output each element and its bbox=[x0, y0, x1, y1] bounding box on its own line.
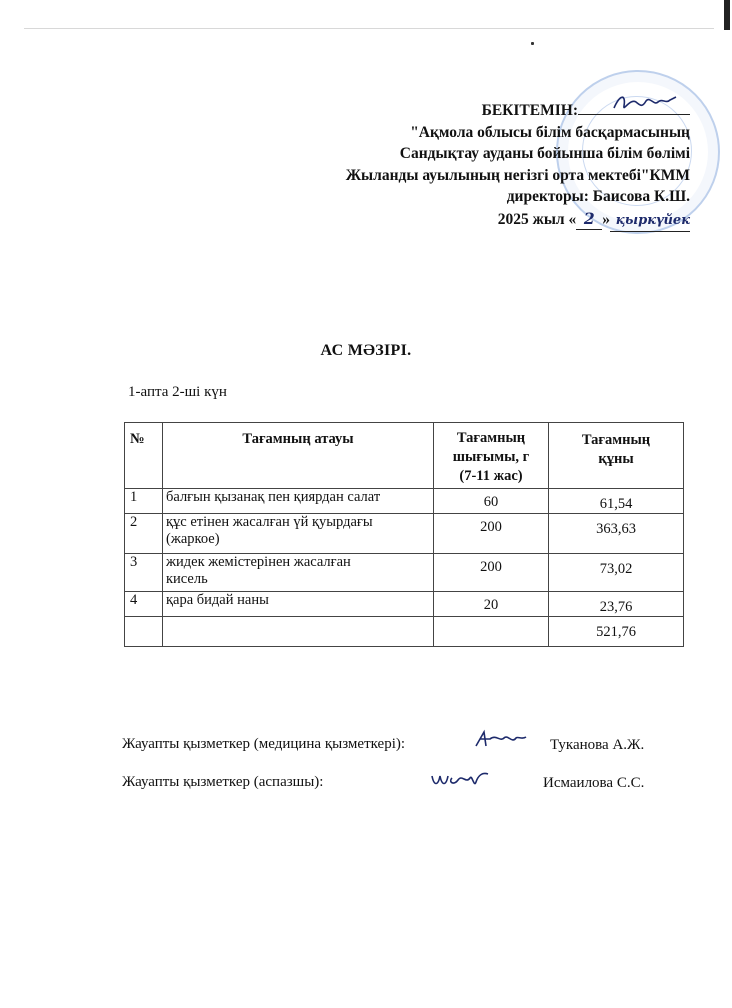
row-name bbox=[163, 554, 434, 592]
row-name-line-1: құс етінен жасалған үй қуырдағы bbox=[166, 514, 373, 530]
table-header-row bbox=[125, 423, 684, 489]
table-total-row bbox=[125, 617, 684, 647]
row-name-line-2: кисель bbox=[166, 571, 208, 587]
row-yield: 200 bbox=[434, 554, 549, 592]
header-yield bbox=[434, 423, 549, 489]
row-cost: 73,02 bbox=[549, 554, 684, 592]
table-row bbox=[125, 554, 684, 592]
date-suffix: » bbox=[602, 210, 610, 228]
responsible-cook-name: Исмаилова С.С. bbox=[543, 775, 645, 791]
header-cost bbox=[549, 423, 684, 489]
approval-block bbox=[346, 100, 690, 232]
menu-table bbox=[124, 422, 684, 647]
date-month: қыркүйек bbox=[610, 210, 690, 233]
row-cost: 23,76 bbox=[549, 592, 684, 617]
scan-speck bbox=[531, 42, 534, 45]
row-yield: 60 bbox=[434, 489, 549, 514]
director-signature bbox=[610, 92, 686, 116]
approval-org-line-1: "Ақмола облысы білім басқармасының bbox=[410, 123, 690, 141]
document-title: АС МӘЗІРІ. bbox=[320, 342, 412, 359]
medical-staff-signature bbox=[470, 728, 530, 752]
cook-signature bbox=[428, 766, 494, 792]
responsible-medical-name: Туканова А.Ж. bbox=[550, 737, 645, 753]
header-cost-line-1: Тағамның bbox=[581, 432, 651, 448]
day-label: 1-апта 2-ші күн bbox=[128, 384, 227, 400]
table-row bbox=[125, 514, 684, 554]
total-yield-cell bbox=[434, 617, 549, 647]
table-row bbox=[125, 489, 684, 514]
total-cost: 521,76 bbox=[549, 617, 684, 647]
approval-date-line bbox=[346, 208, 690, 233]
header-num: № bbox=[125, 423, 163, 489]
header-yield-line-1: Тағамның bbox=[456, 430, 526, 446]
total-num-cell bbox=[125, 617, 163, 647]
row-name-line-1: жидек жемістерінен жасалған bbox=[166, 554, 351, 570]
row-num: 4 bbox=[125, 592, 163, 617]
row-cost: 363,63 bbox=[549, 514, 684, 554]
row-num: 3 bbox=[125, 554, 163, 592]
date-day: 2 bbox=[576, 208, 602, 231]
responsible-cook-label: Жауапты қызметкер (аспазшы): bbox=[122, 774, 324, 790]
approval-org-line-3: Жыланды ауылының негізгі орта мектебі"КММ bbox=[345, 166, 690, 184]
row-cost: 61,54 bbox=[549, 489, 684, 514]
approval-heading: БЕКІТЕМІН: bbox=[481, 102, 578, 119]
date-prefix: 2025 жыл « bbox=[497, 210, 577, 228]
row-name bbox=[163, 514, 434, 554]
approval-org-line-2: Сандықтау ауданы бойынша білім бөлімі bbox=[399, 145, 690, 162]
table-row bbox=[125, 592, 684, 617]
header-yield-line-2: шығымы, г bbox=[452, 449, 530, 465]
header-name: Тағамның атауы bbox=[163, 423, 434, 489]
row-yield: 20 bbox=[434, 592, 549, 617]
total-name-cell bbox=[163, 617, 434, 647]
row-num: 2 bbox=[125, 514, 163, 554]
row-name: қара бидай наны bbox=[163, 592, 434, 617]
approval-director-line: директоры: Баисова К.Ш. bbox=[506, 188, 690, 205]
header-cost-line-2: құны bbox=[598, 451, 634, 467]
responsible-medical-label: Жауапты қызметкер (медицина қызметкері): bbox=[122, 736, 406, 752]
scan-edge-mark bbox=[724, 0, 730, 30]
row-num: 1 bbox=[125, 489, 163, 514]
row-name: балғын қызанақ пен қиярдан салат bbox=[163, 489, 434, 514]
row-name-line-2: (жаркое) bbox=[166, 531, 220, 547]
row-yield: 200 bbox=[434, 514, 549, 554]
scan-edge-line bbox=[24, 28, 714, 29]
header-yield-line-3: (7-11 жас) bbox=[459, 468, 523, 484]
